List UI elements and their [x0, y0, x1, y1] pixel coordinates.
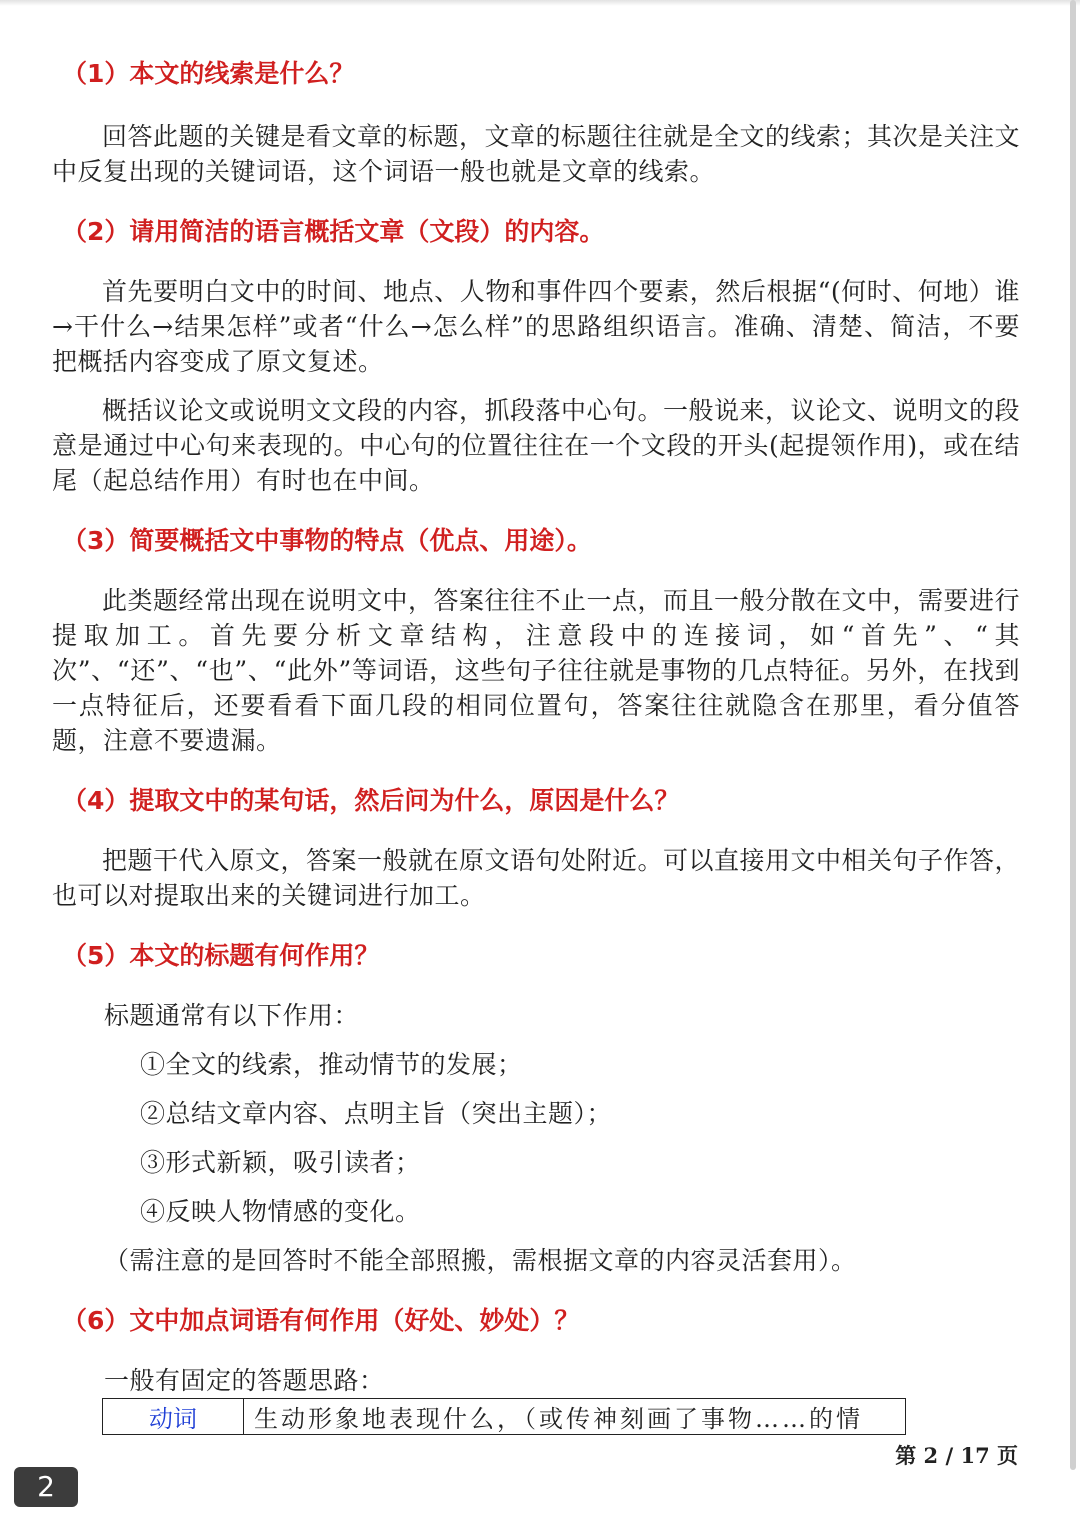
section-2-paragraph-1: 首先要明白文中的时间、地点、人物和事件四个要素，然后根据“(何时、何地）谁→干什么→结果怎样”或者“什么→怎么样”的思路组织语言。准确、清楚、简洁，不要把概括内容变成了原文复述。	[52, 277, 1020, 376]
table-desc-cell: 生动形象地表现什么，（或传神刻画了事物……的情	[244, 1399, 906, 1435]
section-5-item-3: ③形式新颖，吸引读者；	[140, 1148, 421, 1177]
vertical-scrollbar[interactable]	[1070, 0, 1076, 1470]
table-term-cell: 动词	[103, 1399, 244, 1435]
section-5-item-4: ④反映人物情感的变化。	[140, 1197, 421, 1226]
answer-method-table	[102, 1398, 906, 1435]
section-5-heading: （5）本文的标题有何作用？	[62, 941, 380, 970]
section-5-item-2: ②总结文章内容、点明主旨（突出主题）；	[140, 1099, 613, 1128]
section-1-paragraph-1: 回答此题的关键是看文章的标题，文章的标题往往就是全文的线索；其次是关注文中反复出现的关键词语，这个词语一般也就是文章的线索。	[52, 122, 1021, 186]
page-indicator-badge[interactable]: 2	[14, 1467, 78, 1507]
section-6-intro: 一般有固定的答题思路：	[104, 1366, 385, 1395]
page-top-edge	[0, 0, 1080, 6]
section-2-heading: （2）请用简洁的语言概括文章（文段）的内容。	[62, 217, 605, 246]
table-row	[103, 1399, 906, 1435]
section-3-paragraph-1: 此类题经常出现在说明文中，答案往往不止一点，而且一般分散在文中，需要进行提取加工。首先要分析文章结构，注意段中的连接词，如“首先”、“其次”、“还”、“也”、“此外”等词语，这些句子往往就是事物的几点特征。另外，在找到一点特征后，还要看看下面几段的相同位置句，答案往往就隐含在那里，看分值答题，注意不要遗漏。	[52, 586, 1021, 755]
page-number-footer: 第 2 / 17 页	[895, 1443, 1018, 1468]
section-5-item-1: ①全文的线索，推动情节的发展；	[140, 1050, 523, 1079]
section-2-paragraph-2: 概括议论文或说明文文段的内容，抓段落中心句。一般说来，议论文、说明文的段意是通过中心句来表现的。中心句的位置往往在一个文段的开头(起提领作用)，或在结尾（起总结作用）有时也在中间。	[52, 396, 1021, 495]
section-3-heading: （3）简要概括文中事物的特点（优点、用途）。	[62, 526, 592, 555]
section-5-note: （需注意的是回答时不能全部照搬，需根据文章的内容灵活套用）。	[104, 1246, 857, 1275]
section-4-heading: （4）提取文中的某句话，然后问为什么，原因是什么？	[62, 786, 680, 815]
section-6-heading: （6）文中加点词语有何作用（好处、妙处）？	[62, 1306, 580, 1335]
section-4-paragraph-1: 把题干代入原文，答案一般就在原文语句处附近。可以直接用文中相关句子作答，也可以对提取出来的关键词进行加工。	[52, 846, 1021, 910]
section-1-heading: （1）本文的线索是什么？	[62, 59, 355, 88]
section-5-intro: 标题通常有以下作用：	[104, 1001, 360, 1030]
